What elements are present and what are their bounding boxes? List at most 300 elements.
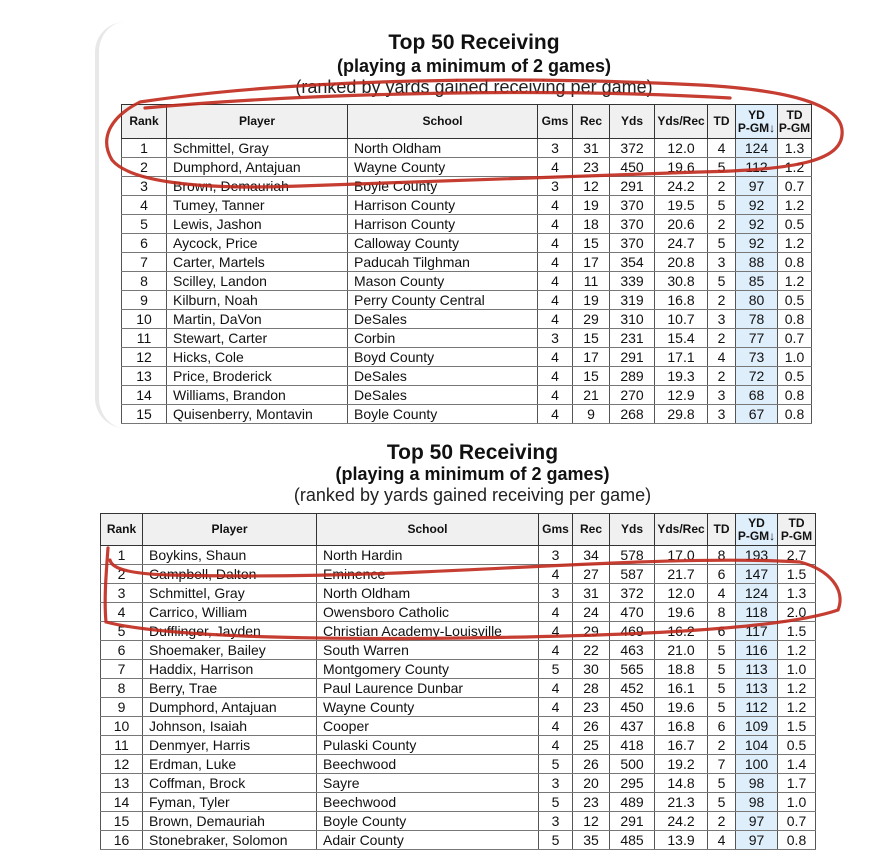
table-cell: 16 [101,831,143,850]
table-cell: 1.2 [778,679,816,698]
table-cell: 268 [610,405,655,424]
table-cell: Price, Broderick [167,367,348,386]
table-cell: 15 [573,234,610,253]
table-cell: 1.2 [778,234,812,253]
table-cell: 370 [610,234,655,253]
table-cell: 30 [573,660,610,679]
table-cell: 112 [736,698,778,717]
column-header: Yds [610,105,655,139]
column-header: Gms [538,105,573,139]
table-cell: 3 [708,405,736,424]
table-cell: 2 [708,177,736,196]
table-row [122,329,812,348]
table-cell: 28 [573,679,610,698]
table-cell: 12 [101,755,143,774]
table-row [101,793,816,812]
table-cell: 72 [736,367,778,386]
table-cell: Martin, DaVon [167,310,348,329]
table-cell: 8 [101,679,143,698]
table-row [101,622,816,641]
table-cell: 418 [610,736,655,755]
table-cell: 3 [101,584,143,603]
table-cell: 24.7 [655,234,708,253]
table-cell: 9 [101,698,143,717]
bottom-screenshot [100,436,845,856]
table-row [101,736,816,755]
table-cell: 0.5 [778,736,816,755]
table-cell: 4 [539,736,573,755]
table-cell: 1.4 [778,755,816,774]
table-cell: 19 [573,196,610,215]
table-cell: 4 [708,831,736,850]
table-cell: 109 [736,717,778,736]
bottom-subtitle: (playing a minimum of 2 games) [335,464,610,484]
table-cell: 85 [736,272,778,291]
table-cell: 14 [122,386,167,405]
table-row [122,158,812,177]
column-header: School [317,514,539,546]
table-cell: 10 [101,717,143,736]
table-cell: 3 [538,329,573,348]
table-cell: 5 [708,641,736,660]
table-cell: 4 [538,386,573,405]
table-cell: Mason County [348,272,538,291]
top-screenshot [95,22,849,428]
table-cell: 5 [708,234,736,253]
table-cell: 2.0 [778,603,816,622]
table-cell: Brown, Demauriah [143,812,317,831]
table-cell: Dufflinger, Jayden [143,622,317,641]
table-cell: 3 [122,177,167,196]
table-cell: 4 [708,139,736,158]
table-cell: 31 [573,584,610,603]
table-cell: 270 [610,386,655,405]
table-cell: 124 [736,584,778,603]
table-cell: 6 [708,622,736,641]
table-cell: DeSales [348,310,538,329]
table-cell: 2 [101,565,143,584]
table-cell: 565 [610,660,655,679]
table-cell: 339 [610,272,655,291]
table-cell: 14.8 [655,774,708,793]
table-cell: 3 [538,177,573,196]
table-cell: Denmyer, Harris [143,736,317,755]
table-cell: 29.8 [655,405,708,424]
column-header: TD [708,514,736,546]
table-cell: 2 [708,291,736,310]
table-row [122,253,812,272]
table-cell: 13 [122,367,167,386]
bottom-receiving-table [100,513,816,850]
table-cell: 118 [736,603,778,622]
table-cell: 4 [539,641,573,660]
table-cell: 1.2 [778,196,812,215]
table-cell: Stewart, Carter [167,329,348,348]
table-cell: 67 [736,405,778,424]
table-cell: 25 [573,736,610,755]
table-cell: Schmittel, Gray [167,139,348,158]
table-cell: 1.2 [778,272,812,291]
table-cell: 1.0 [778,793,816,812]
table-cell: 3 [539,546,573,565]
top-subtitle-ranked: (ranked by yards gained receiving per game) [295,77,653,97]
table-cell: Hicks, Cole [167,348,348,367]
table-cell: Johnson, Isaiah [143,717,317,736]
table-cell: 8 [122,272,167,291]
table-cell: Sayre [317,774,539,793]
table-cell: 20.8 [655,253,708,272]
top-subtitle: (playing a minimum of 2 games) [336,56,612,76]
table-cell: 4 [538,158,573,177]
table-cell: 19.6 [655,158,708,177]
table-cell: 310 [610,310,655,329]
table-cell: Quisenberry, Montavin [167,405,348,424]
table-cell: 450 [610,698,655,717]
table-cell: Erdman, Luke [143,755,317,774]
table-cell: 5 [539,660,573,679]
table-cell: 3 [539,774,573,793]
table-cell: 92 [736,196,778,215]
table-cell: 26 [573,755,610,774]
table-cell: 6 [708,565,736,584]
column-header: Gms [539,514,573,546]
table-cell: 0.5 [778,291,812,310]
table-cell: 3 [708,386,736,405]
table-row [122,196,812,215]
table-cell: 12.0 [655,584,708,603]
table-cell: 5 [708,196,736,215]
table-cell: 4 [122,196,167,215]
table-cell: 29 [573,310,610,329]
table-cell: 295 [610,774,655,793]
table-cell: 5 [708,679,736,698]
table-cell: Montgomery County [317,660,539,679]
table-cell: Harrison County [348,196,538,215]
table-cell: 4 [539,679,573,698]
table-cell: 23 [573,698,610,717]
table-cell: 0.8 [778,386,812,405]
table-cell: 4 [538,196,573,215]
table-cell: 13 [101,774,143,793]
table-cell: 354 [610,253,655,272]
table-cell: 100 [736,755,778,774]
table-cell: 4 [708,584,736,603]
table-cell: 31 [573,139,610,158]
table-cell: 0.8 [778,310,812,329]
table-cell: 3 [539,812,573,831]
table-cell: 80 [736,291,778,310]
table-cell: Brown, Demauriah [167,177,348,196]
table-cell: 1.7 [778,774,816,793]
table-cell: 1.5 [778,717,816,736]
table-cell: 489 [610,793,655,812]
table-cell: 23 [573,158,610,177]
column-header: Yds [610,514,655,546]
table-cell: 12.0 [655,139,708,158]
table-cell: Boyd County [348,348,538,367]
table-cell: Beechwood [317,755,539,774]
table-cell: 17 [573,348,610,367]
table-cell: Calloway County [348,234,538,253]
table-cell: Eminence [317,565,539,584]
table-cell: Paducah Tilghman [348,253,538,272]
table-cell: North Oldham [317,584,539,603]
column-header: Yds/Rec [655,514,708,546]
table-cell: Dumphord, Antajuan [143,698,317,717]
table-cell: 485 [610,831,655,850]
table-cell: 0.7 [778,177,812,196]
table-cell: 291 [610,348,655,367]
bottom-subtitle-ranked: (ranked by yards gained receiving per game) [293,485,652,505]
table-row [101,679,816,698]
table-cell: 15 [101,812,143,831]
table-cell: 23 [573,793,610,812]
table-cell: 0.5 [778,215,812,234]
table-row [101,755,816,774]
table-cell: 7 [122,253,167,272]
table-cell: 113 [736,660,778,679]
table-cell: 124 [736,139,778,158]
table-cell: 0.7 [778,329,812,348]
bottom-title: Top 50 Receiving [386,441,559,464]
top-receiving-table [121,104,812,424]
column-header: Rec [573,514,610,546]
table-cell: 4 [538,367,573,386]
table-row [122,234,812,253]
table-cell: 26 [573,717,610,736]
table-cell: 578 [610,546,655,565]
table-cell: 2 [122,158,167,177]
table-cell: 470 [610,603,655,622]
table-cell: 2 [708,215,736,234]
table-cell: 2 [708,329,736,348]
table-row [122,405,812,424]
table-cell: 0.8 [778,405,812,424]
table-cell: 17.0 [655,546,708,565]
table-cell: 3 [708,253,736,272]
table-cell: 17 [573,253,610,272]
table-cell: 11 [573,272,610,291]
table-cell: 11 [101,736,143,755]
table-cell: Wayne County [348,158,538,177]
table-cell: Beechwood [317,793,539,812]
table-cell: South Warren [317,641,539,660]
table-cell: 9 [573,405,610,424]
table-cell: Cooper [317,717,539,736]
table-cell: 370 [610,215,655,234]
table-cell: Dumphord, Antajuan [167,158,348,177]
table-cell: 291 [610,812,655,831]
table-cell: 113 [736,679,778,698]
table-cell: 24.2 [655,812,708,831]
table-cell: 452 [610,679,655,698]
table-cell: 469 [610,622,655,641]
table-row [101,565,816,584]
table-cell: 12 [122,348,167,367]
table-cell: 24 [573,603,610,622]
column-header: Rank [122,105,167,139]
table-cell: 88 [736,253,778,272]
table-cell: DeSales [348,386,538,405]
table-cell: 4 [539,717,573,736]
table-cell: 34 [573,546,610,565]
table-cell: 5 [708,158,736,177]
table-cell: 22 [573,641,610,660]
table-cell: Schmittel, Gray [143,584,317,603]
table-cell: 4 [539,698,573,717]
table-cell: 5 [122,215,167,234]
column-header: Rank [101,514,143,546]
table-row [122,348,812,367]
table-cell: 1.0 [778,348,812,367]
table-cell: 97 [736,831,778,850]
table-cell: Wayne County [317,698,539,717]
table-cell: 10.7 [655,310,708,329]
table-cell: 4 [538,272,573,291]
table-cell: 92 [736,215,778,234]
table-cell: 500 [610,755,655,774]
table-cell: 5 [539,831,573,850]
table-cell: Carter, Martels [167,253,348,272]
table-cell: 1 [101,546,143,565]
table-row [101,831,816,850]
table-cell: 4 [538,253,573,272]
table-cell: 21.0 [655,641,708,660]
table-cell: 9 [122,291,167,310]
table-row [101,603,816,622]
table-cell: 68 [736,386,778,405]
table-cell: 77 [736,329,778,348]
table-cell: Carrico, William [143,603,317,622]
table-cell: 437 [610,717,655,736]
table-cell: Boyle County [348,177,538,196]
table-row [101,774,816,793]
table-cell: 19 [573,291,610,310]
table-cell: Coffman, Brock [143,774,317,793]
table-cell: Campbell, Dalton [143,565,317,584]
table-cell: Pulaski County [317,736,539,755]
table-cell: 1.3 [778,584,816,603]
table-row [101,812,816,831]
table-row [101,546,816,565]
table-cell: 112 [736,158,778,177]
column-header: Rec [573,105,610,139]
table-cell: 2 [708,367,736,386]
table-cell: North Hardin [317,546,539,565]
table-cell: 5 [708,698,736,717]
table-cell: 4 [101,603,143,622]
table-cell: 2.7 [778,546,816,565]
table-row [101,698,816,717]
table-cell: 21.3 [655,793,708,812]
table-row [101,641,816,660]
table-cell: Owensboro Catholic [317,603,539,622]
table-cell: 104 [736,736,778,755]
table-cell: 372 [610,139,655,158]
table-cell: Stonebraker, Solomon [143,831,317,850]
table-cell: 8 [708,603,736,622]
table-cell: 19.6 [655,698,708,717]
table-cell: 27 [573,565,610,584]
column-header: Yds/Rec [655,105,708,139]
table-cell: Tumey, Tanner [167,196,348,215]
table-cell: 19.2 [655,755,708,774]
table-cell: 29 [573,622,610,641]
table-cell: Fyman, Tyler [143,793,317,812]
table-cell: 370 [610,196,655,215]
table-cell: 0.8 [778,831,816,850]
table-cell: 15.4 [655,329,708,348]
table-cell: 5 [101,622,143,641]
column-header: Player [143,514,317,546]
table-cell: 16.1 [655,679,708,698]
table-cell: Williams, Brandon [167,386,348,405]
table-cell: 14 [101,793,143,812]
table-cell: 4 [539,603,573,622]
table-cell: 17.1 [655,348,708,367]
table-row [101,584,816,603]
table-cell: 10 [122,310,167,329]
table-cell: Berry, Trae [143,679,317,698]
table-cell: 6 [101,641,143,660]
table-cell: 1.2 [778,641,816,660]
table-cell: 4 [539,565,573,584]
table-cell: 13.9 [655,831,708,850]
table-row [122,310,812,329]
table-row [122,272,812,291]
table-cell: 16.7 [655,736,708,755]
table-cell: Aycock, Price [167,234,348,253]
table-row [122,291,812,310]
table-cell: 1.0 [778,660,816,679]
table-row [122,215,812,234]
table-cell: Christian Academy-Louisville [317,622,539,641]
table-cell: 98 [736,774,778,793]
table-cell: 5 [708,793,736,812]
table-cell: 0.7 [778,812,816,831]
table-cell: 21 [573,386,610,405]
table-cell: Adair County [317,831,539,850]
table-cell: 35 [573,831,610,850]
table-cell: Scilley, Landon [167,272,348,291]
table-cell: 18 [573,215,610,234]
top-title: Top 50 Receiving [388,31,560,54]
table-row [122,139,812,158]
table-cell: 463 [610,641,655,660]
table-cell: Harrison County [348,215,538,234]
column-header: Player [167,105,348,139]
table-cell: 19.5 [655,196,708,215]
table-cell: 18.8 [655,660,708,679]
table-row [101,717,816,736]
table-cell: 5 [708,272,736,291]
table-cell: 587 [610,565,655,584]
column-header: School [348,105,538,139]
table-cell: 3 [708,310,736,329]
table-cell: 19.6 [655,603,708,622]
table-cell: 1.3 [778,139,812,158]
table-cell: 6 [708,717,736,736]
table-cell: Shoemaker, Bailey [143,641,317,660]
table-cell: 12.9 [655,386,708,405]
table-cell: 16.8 [655,291,708,310]
table-cell: 20.6 [655,215,708,234]
table-cell: 4 [538,291,573,310]
table-cell: 92 [736,234,778,253]
table-cell: 15 [573,367,610,386]
table-cell: 2 [708,812,736,831]
table-cell: 116 [736,641,778,660]
